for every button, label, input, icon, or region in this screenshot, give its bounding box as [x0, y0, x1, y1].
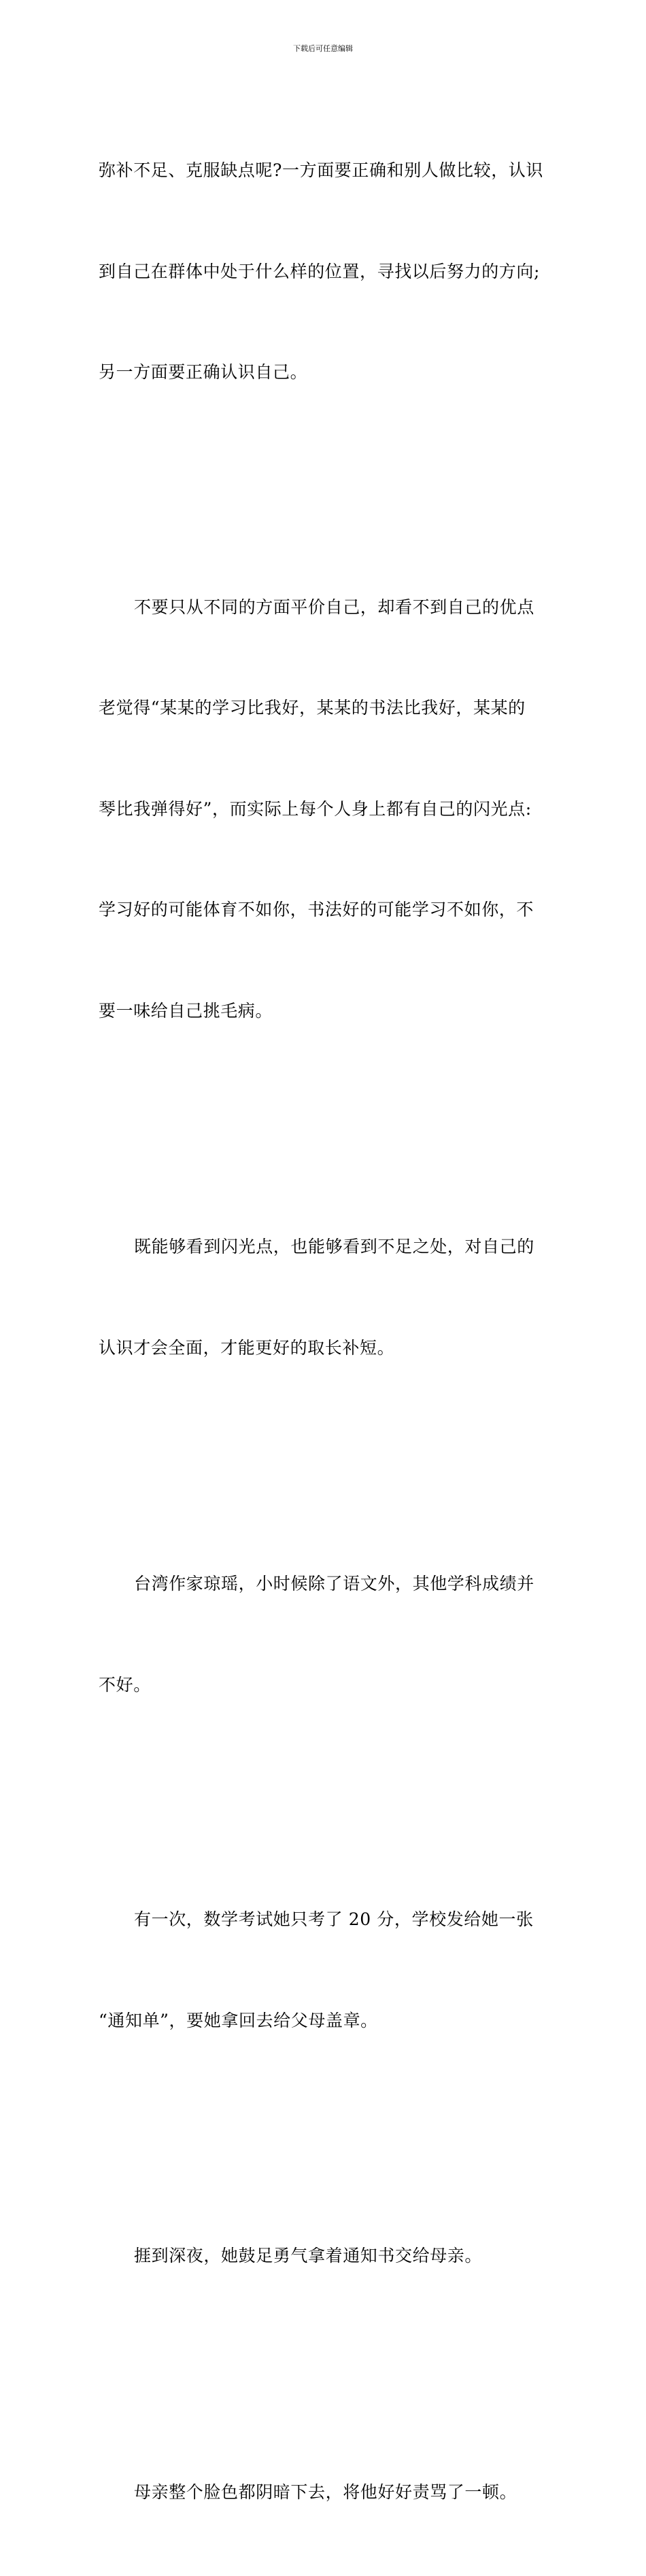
- paragraph-line: 有一次，数学考试她只考了 20 分，学校发给她一张: [99, 1903, 551, 1937]
- paragraph-spacer: [99, 2340, 551, 2408]
- paragraph-spacer: [99, 457, 551, 523]
- paragraph-line: 既能够看到闪光点，也能够看到不足之处，对自己的: [99, 1230, 551, 1264]
- paragraph-5: [99, 1835, 551, 2104]
- paragraph-line: 母亲整个脸色都阴暗下去，将他好好责骂了一顿。: [99, 2475, 551, 2509]
- paragraph-line: 到自己在群体中处于什么样的位置，寻找以后努力的方向;: [99, 255, 551, 289]
- paragraph-line: 捱到深夜，她鼓足勇气拿着通知书交给母亲。: [99, 2239, 551, 2273]
- paragraph-spacer: [99, 1095, 551, 1163]
- paragraph-4: [99, 1500, 551, 1769]
- paragraph-line: 不要只从不同的方面平价自己，却看不到自己的优点: [99, 590, 551, 624]
- paragraph-line: 不好。: [99, 1668, 551, 1702]
- paragraph-6: [99, 2172, 551, 2340]
- paragraph-line: “通知单”，要她拿回去给父母盖章。: [99, 2004, 551, 2038]
- paragraph-spacer: [99, 1769, 551, 1835]
- paragraph-spacer: [99, 2104, 551, 2172]
- paragraph-7: [99, 2408, 551, 2576]
- paragraph-spacer: [99, 1432, 551, 1500]
- paragraph-line: 认识才会全面，才能更好的取长补短。: [99, 1331, 551, 1365]
- paragraph-line: 学习好的可能体育不如你，书法好的可能学习不如你，不: [99, 893, 551, 927]
- paragraph-1: [99, 86, 551, 457]
- paragraph-line: 要一味给自己挑毛病。: [99, 994, 551, 1028]
- paragraph-line: 台湾作家琼瑶，小时候除了语文外，其他学科成绩并: [99, 1567, 551, 1601]
- paragraph-line: 弥补不足、克服缺点呢?一方面要正确和别人做比较，认识: [99, 154, 551, 188]
- paragraph-line: 老觉得“某某的学习比我好，某某的书法比我好，某某的: [99, 691, 551, 725]
- paragraph-line: 琴比我弹得好”，而实际上每个人身上都有自己的闪光点:: [99, 792, 551, 826]
- paragraph-line: 另一方面要正确认识自己。: [99, 355, 551, 389]
- document-body: [99, 86, 551, 2576]
- paragraph-3: [99, 1163, 551, 1432]
- paragraph-2: [99, 523, 551, 1095]
- page-header: 下载后可任意编辑: [0, 43, 646, 54]
